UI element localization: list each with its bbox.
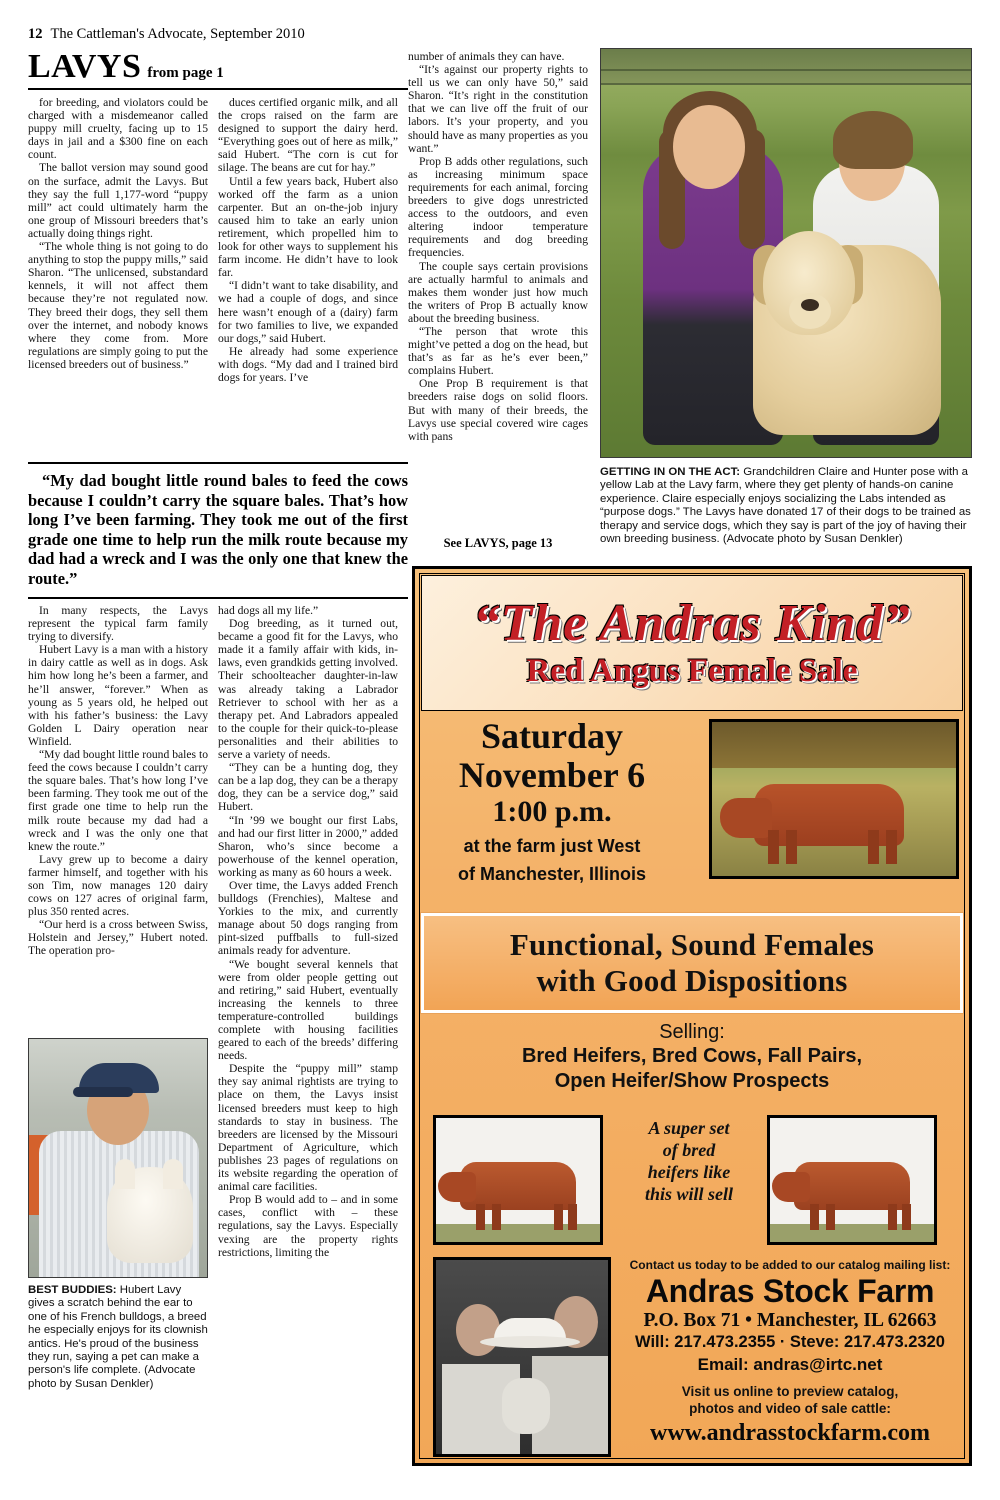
- paragraph: “I didn’t want to take disability, and we had a couple of dogs, and since here wasn’t enough of a (dairy) farm for two families to live, we expanded our dogs,” said Hubert.: [218, 279, 398, 345]
- ad-phone-numbers: Will: 217.473.2355 · Steve: 217.473.2320: [635, 1333, 945, 1351]
- ad-photo-heifer-left: [433, 1115, 603, 1245]
- advertisement-andras-stock-farm[interactable]: [412, 566, 972, 1466]
- paragraph: number of animals they can have.: [408, 50, 565, 63]
- heifer-head: [438, 1172, 476, 1202]
- heifer-leg: [568, 1204, 577, 1230]
- heifer-leg: [902, 1204, 911, 1230]
- paragraph: “My dad bought little round bales to feed the cows because I couldn’t carry the square bales. That’s how long I’ve been farming. They took me out of the first grade one time to help run the milk route because my dad had a wreck and I was the only one that knew the route.”: [28, 748, 208, 853]
- paragraph: One Prop B requirement is that breeders raise dogs on solid floors. But with many of their breeds, the Lavys use special covered wire cages with pans: [408, 377, 588, 443]
- section-continuation: from page 1: [147, 65, 224, 81]
- heifer-leg: [888, 1204, 897, 1230]
- ad-location-line2: of Manchester, Illinois: [457, 864, 647, 884]
- paragraph: “The person that wrote this might’ve petted a dog on the head, but that’s as far as he’s ever been,” complains Hubert.: [408, 324, 588, 378]
- paragraph: Despite the “puppy mill” stamp they say animal rightists are trying to place on them, the Lavys insist licensed breeders must keep to high standards to stay in business. The breeders are licensed by the Missouri Department of Agriculture, which publishes 23 pages of regulations on its website regarding the operation of animal care facilities.: [218, 1062, 398, 1194]
- heifer-leg: [476, 1204, 485, 1230]
- fence-rail-lower: [601, 83, 971, 85]
- ad-mid-line1: A super set: [648, 1118, 730, 1138]
- ad-photo-family: [433, 1257, 611, 1457]
- jump-line: See LAVYS, page 13: [443, 536, 553, 550]
- ad-website-url[interactable]: www.andrasstockfarm.com: [650, 1420, 930, 1446]
- person-face-left: [456, 1304, 500, 1356]
- ad-contact-lead: Contact us today to be added to our catalog mailing list:: [629, 1258, 951, 1272]
- heifer-head: [772, 1172, 810, 1202]
- photo-hubert-with-bulldog: [28, 1038, 208, 1278]
- ad-date-column: [427, 717, 677, 885]
- paragraph: “Our herd is a cross between Swiss, Holstein and Jersey,” Hubert noted. The operation pro-: [28, 918, 208, 958]
- pull-quote-rule-bottom: [28, 597, 408, 599]
- paragraph: Dog breeding, as it turned out, became a good fit for the Lavys, who made it a family affair with kids, in-laws, even grandkids getting involved. Their schoolteacher daughter-in-law was already taking a Labrador Retriever to school with her as a therapy pet. And Labradors appealed to the couple for their quick-to-please personalities and their abilities to serve a variety of needs.: [218, 617, 398, 762]
- photo-background-sky: [601, 49, 971, 83]
- cow-leg: [886, 830, 897, 864]
- ad-title-panel: [421, 575, 963, 711]
- ad-selling-block: [421, 1021, 963, 1094]
- heifer-leg: [810, 1204, 819, 1230]
- paragraph: Over time, the Lavys added French bulldogs (Frenchies), Maltese and Yorkies to the mix, and currently manage about 50 dogs ranging from pint-sized puffballs to full-sized animals ready for adventure.: [218, 878, 398, 958]
- ad-location-line1: at the farm just West: [463, 836, 641, 856]
- ad-selling-line1: Bred Heifers, Bred Cows, Fall Pairs,: [521, 1045, 863, 1067]
- paragraph: The ballot version may sound good on the surface, admit the Lavys. But they say the full 1,177-word “puppy mill” act could ultimately harm the one group of Missouri breeders that’s actually doing things right.: [28, 161, 208, 240]
- article-column-e: [218, 604, 398, 1259]
- heifer-body: [460, 1162, 576, 1210]
- article-column-c: [408, 50, 588, 443]
- ad-farm-name: Andras Stock Farm: [645, 1273, 935, 1309]
- paragraph: Prop B adds other regulations, such as increasing minimum space requirements for each animal, forcing breeders to give dogs unrestricted access to the outdoors, and even altering indoor temperature requirements and dog breeding frequencies.: [408, 154, 588, 260]
- ad-band-line1: Functional, Sound Females: [509, 927, 875, 962]
- paragraph: He already had some experience with dogs. “My dad and I trained bird dogs for years. I’ve: [218, 344, 398, 384]
- photo-bottom-caption: [28, 1284, 208, 1391]
- bulldog-ear-left: [115, 1159, 135, 1189]
- paragraph: Prop B would add to – and in some cases, conflict with – these regulations, say the Lavys. Especially vexing are the property rights restrictions, limiting the: [218, 1193, 398, 1259]
- section-heading: [28, 48, 408, 86]
- photo-treeline: [712, 722, 956, 768]
- cow-leg: [868, 830, 879, 864]
- cowboy-hat-brim: [480, 1336, 580, 1348]
- masthead: [28, 26, 305, 43]
- pull-quote-block: [28, 462, 408, 599]
- paragraph: Hubert Lavy is a man with a history in dairy cattle as well as in dogs. Ask him how long he’s been a farmer, and he’ll answer, “forever.” When as young as 5 years old, he helped out with his father’s business: the Lavy Golden L Dairy operation near Winfield.: [28, 643, 208, 748]
- photo-top-caption: [600, 466, 972, 546]
- photo-grandchildren-with-lab: [600, 48, 972, 458]
- heifer-body: [794, 1162, 910, 1210]
- heifer-leg: [492, 1204, 501, 1230]
- caption-lead: BEST BUDDIES:: [28, 1284, 117, 1296]
- publication-name: The Cattleman's Advocate, September 2010: [50, 26, 305, 42]
- fence-rail-upper: [601, 69, 971, 71]
- paragraph: “It’s against our property rights to tell us we can only have 50,” said Sharon. “It’s right in the constitution that we can live off the fruit of our labors. It’s your property, and you should have as many properties as you want.”: [408, 63, 588, 155]
- ad-date-location-zone: [421, 717, 963, 907]
- header-rule: [28, 88, 408, 90]
- caption-body: Grandchildren Claire and Hunter pose with a yellow Lab at the Lavy farm, where they get plenty of hands-on canine experience. Claire especially enjoys socializing the Labs intended as “purpose dogs.” The Lavys have donated 17 of their dogs to be trained as therapy and service dogs, which they say is part of the joy of having their own breeding business. (Advocate photo by Susan Denkler): [600, 466, 971, 546]
- labrador-nose: [801, 299, 819, 311]
- ad-selling-label: Selling:: [659, 1021, 725, 1043]
- paragraph: “We bought several kennels that were from older people getting out and retiring,” said Hubert, eventually increasing the kennels to three temperature-controlled buildings complete with housing facilities geared to each of the breeds’ differing needs.: [218, 957, 398, 1063]
- girl-face: [673, 105, 745, 189]
- caption-lead: GETTING IN ON THE ACT:: [600, 466, 741, 478]
- article-column-d: [28, 604, 208, 958]
- paragraph: “In ’99 we bought our first Labs, and had our first litter in 2000,” added Sharon, who’s since become a powerhouse of the kennel operation, working as many as 60 hours a week.: [218, 813, 398, 879]
- ad-sale-day: Saturday: [480, 716, 624, 756]
- bulldog-ear-right: [163, 1159, 183, 1189]
- ad-mid-line2: of bred: [662, 1140, 716, 1160]
- cow-head: [720, 798, 772, 838]
- ad-contact-block: [621, 1257, 959, 1447]
- boy-hair: [833, 111, 913, 169]
- heifer-leg: [554, 1204, 563, 1230]
- page-number: 12: [28, 26, 43, 42]
- pull-quote-text: “My dad bought little round bales to feed the cows because I couldn’t carry the square bales. That’s how long I’ve been farming. They took me out of the first grade one time to help run the milk route because my dad had a wreck and I was the only one that knew the route.”: [28, 471, 408, 588]
- ad-selling-line2: Open Heifer/Show Prospects: [554, 1070, 830, 1092]
- paragraph: The couple says certain provisions are actually harmful to animals and makes them wonder just how much the writers of Prop B actually know about the breeding business.: [408, 259, 588, 325]
- ad-sale-time: 1:00 p.m.: [492, 795, 612, 828]
- ad-sale-date: November 6: [458, 755, 646, 795]
- heifer-leg: [826, 1204, 835, 1230]
- paragraph: duces certified organic milk, and all the crops raised on the farm are designed to support the dairy herd. “Everything goes out of here as milk,” said Hubert. “The corn is cut for silage. The beans are cut for hay.”: [218, 96, 398, 175]
- ad-photo-heifer-right: [767, 1115, 937, 1245]
- ad-headline-band: [421, 913, 963, 1013]
- paragraph: Lavy grew up to become a dairy farmer himself, and together with his son Tim, now manages 120 dairy cows on 127 acres of original farm, plus 350 rented acres.: [28, 852, 208, 919]
- ad-mid-line4: this will sell: [644, 1184, 734, 1204]
- paragraph: In many respects, the Lavys represent the typical farm family trying to diversify.: [28, 604, 208, 644]
- ad-band-line2: with Good Dispositions: [536, 963, 848, 998]
- paragraph: Until a few years back, Hubert also worked off the farm as a union carpenter. But an on-the-job injury caused him to take an early union retirement, which propelled him to look for other ways to supplement his farm income. He didn’t have to look far.: [218, 174, 398, 280]
- cow-leg: [786, 830, 797, 864]
- article-column-b: [218, 96, 398, 384]
- cow-leg: [768, 830, 779, 864]
- cap-brim: [73, 1087, 133, 1097]
- caption-body: Hubert Lavy gives a scratch behind the ear to one of his French bulldogs, a breed he especially enjoys for its clownish antics. He's proud of the business they run, saying a pet can make a person's life complete. (Advocate photo by Susan Denkler): [28, 1284, 208, 1390]
- ad-email[interactable]: Email: andras@irtc.net: [697, 1355, 883, 1374]
- article-column-a: [28, 96, 208, 371]
- ad-photo-red-angus-cow: [709, 719, 959, 879]
- ad-subtitle: Red Angus Female Sale: [526, 653, 858, 689]
- paragraph: “They can be a hunting dog, they can be a lap dog, they can be a therapy dog, they can be a service dog,” said Hubert.: [218, 761, 398, 814]
- child-figure: [502, 1378, 550, 1434]
- ad-address: P.O. Box 71 • Manchester, IL 62663: [643, 1310, 937, 1331]
- section-title: LAVYS: [28, 48, 142, 85]
- paragraph: had dogs all my life.”: [218, 604, 319, 617]
- ad-visit-line1: Visit us online to preview catalog,: [681, 1384, 899, 1399]
- paragraph: “The whole thing is not going to do anything to stop the puppy mills,” said Sharon. “The unlicensed, substandard kennels, it will not affect them because they’re not regulated now. They breed their dogs, they sell them over the internet, and nobody knows where they come from. More regulations are simply going to put the licensed breeders out of business.”: [28, 240, 208, 371]
- ad-title: “The Andras Kind”: [473, 595, 911, 652]
- ad-middle-caption: [615, 1117, 763, 1205]
- ad-visit-line2: photos and video of sale cattle:: [689, 1401, 891, 1416]
- ad-mid-line3: heifers like: [647, 1162, 731, 1182]
- paragraph: for breeding, and violators could be charged with a misdemeanor called puppy mill cruelty, facing up to 15 days in jail and a $300 fine on each count.: [28, 96, 208, 162]
